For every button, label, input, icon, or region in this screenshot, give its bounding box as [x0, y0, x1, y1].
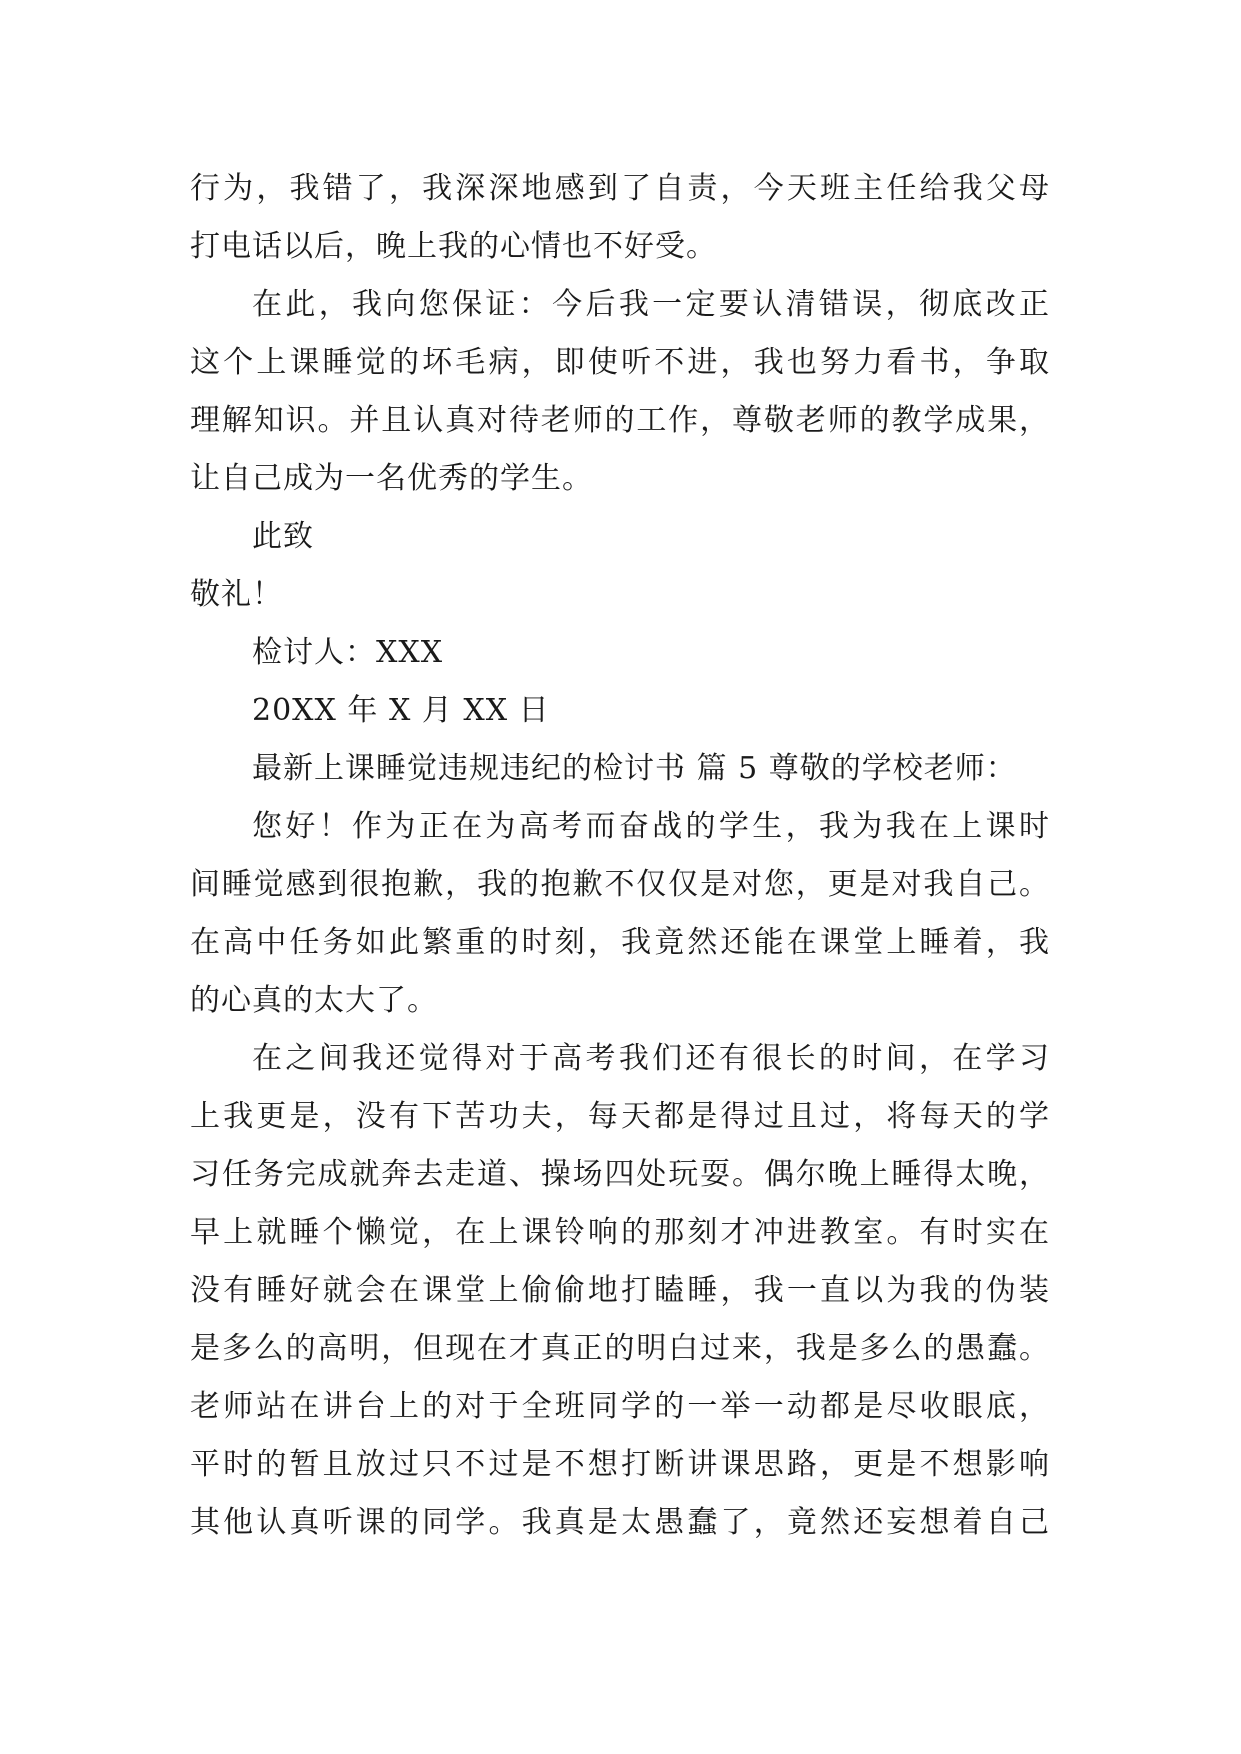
- text-line-5: 理解知识。并且认真对待老师的工作，尊敬老师的教学成果，: [190, 403, 1050, 438]
- closing-salutation: 此致: [252, 519, 314, 554]
- text-line-2: 打电话以后，晚上我的心情也不好受。: [190, 229, 717, 264]
- text-line-18: 习任务完成就奔去走道、操场四处玩耍。偶尔晚上睡得太晚，: [190, 1157, 1050, 1192]
- text-line-22: 老师站在讲台上的对于全班同学的一举一动都是尽收眼底，: [190, 1389, 1050, 1424]
- text-line-23: 平时的暂且放过只不过是不想打断讲课思路，更是不想影响: [190, 1447, 1050, 1482]
- signature-line: 检讨人：XXX: [252, 635, 444, 670]
- text-line-21: 是多么的高明，但现在才真正的明白过来，我是多么的愚蠢。: [190, 1331, 1050, 1366]
- closing-respect: 敬礼！: [190, 577, 283, 612]
- document-body: [190, 160, 1050, 1552]
- text-line-1: 行为，我错了，我深深地感到了自责，今天班主任给我父母: [190, 171, 1050, 206]
- text-line-20: 没有睡好就会在课堂上偷偷地打瞌睡，我一直以为我的伪装: [190, 1273, 1050, 1308]
- text-line-16: 在之间我还觉得对于高考我们还有很长的时间，在学习: [252, 1041, 1050, 1076]
- text-line-3: 在此，我向您保证：今后我一定要认清错误，彻底改正: [252, 287, 1050, 322]
- text-line-4: 这个上课睡觉的坏毛病，即使听不进，我也努力看书，争取: [190, 345, 1050, 380]
- text-line-24: 其他认真听课的同学。我真是太愚蠢了，竟然还妄想着自己: [190, 1505, 1050, 1540]
- text-line-6: 让自己成为一名优秀的学生。: [190, 461, 593, 496]
- text-line-12: 您好！作为正在为高考而奋战的学生，我为我在上课时: [252, 809, 1050, 844]
- text-line-15: 的心真的太大了。: [190, 983, 438, 1018]
- section-heading: 最新上课睡觉违规违纪的检讨书 篇 5 尊敬的学校老师：: [252, 751, 1017, 786]
- date-line: 20XX 年 X 月 XX 日: [252, 693, 550, 728]
- text-line-14: 在高中任务如此繁重的时刻，我竟然还能在课堂上睡着，我: [190, 925, 1050, 960]
- text-line-19: 早上就睡个懒觉，在上课铃响的那刻才冲进教室。有时实在: [190, 1215, 1050, 1250]
- text-line-17: 上我更是，没有下苦功夫，每天都是得过且过，将每天的学: [190, 1099, 1050, 1134]
- text-line-13: 间睡觉感到很抱歉，我的抱歉不仅仅是对您，更是对我自己。: [190, 867, 1050, 902]
